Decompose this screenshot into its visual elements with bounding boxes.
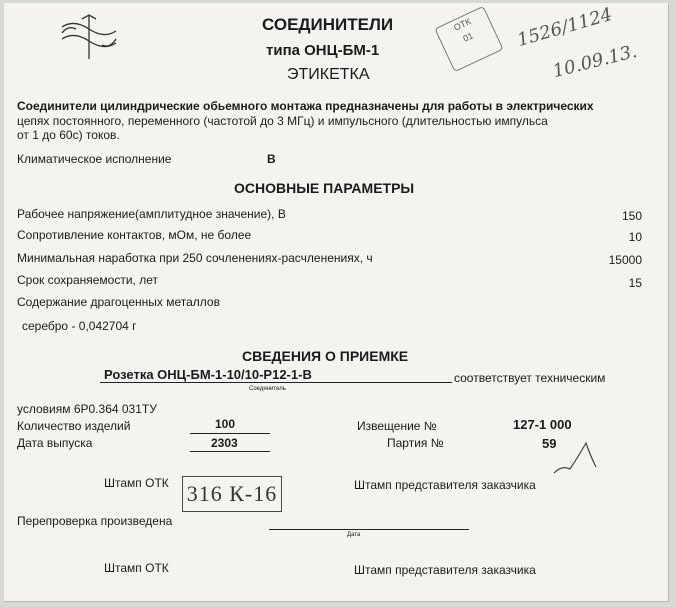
intro-line2: цепях постоянного, переменного (частотой до 3 МГц) и импульсного (длительностью импульса xyxy=(17,114,548,128)
customer-stamp-label: Штамп представителя заказчика xyxy=(354,478,536,492)
title-line1: СОЕДИНИТЕЛИ xyxy=(262,15,394,34)
conditions-text: условиям 6Р0.364 031ТУ xyxy=(17,402,157,416)
param-label: Рабочее напряжение(амплитудное значение), В xyxy=(17,207,286,221)
date-label: Дата выпуска xyxy=(17,436,93,450)
conforms-text: соответствует техническим xyxy=(454,371,606,385)
signature-mark-icon xyxy=(552,439,602,479)
param-value: 10 xyxy=(628,230,642,244)
label-sheet xyxy=(4,3,669,602)
notice-value: 127-1 000 xyxy=(513,417,572,432)
small-stamp-line2: 01 xyxy=(461,30,475,44)
otk-stamp: 316 К-16 xyxy=(182,476,282,512)
qty-value: 100 xyxy=(215,417,236,431)
param-label: Срок сохраняемости, лет xyxy=(17,273,158,287)
silver-content: серебро - 0,042704 г xyxy=(22,319,137,333)
date-value: 2303 xyxy=(211,436,238,450)
qty-label: Количество изделий xyxy=(17,419,131,433)
intro-line1: Соединители цилиндрические обьемного монтажа предназначены для работы в электрических xyxy=(17,99,594,113)
handwritten-date: 10.09.13. xyxy=(550,40,640,83)
qty-underline xyxy=(190,433,270,434)
otk-stamp-label: Штамп ОТК xyxy=(104,476,169,490)
customer-stamp-label-2: Штамп представителя заказчика xyxy=(354,563,536,577)
climate-label: Климатическое исполнение xyxy=(17,152,172,166)
batch-value: 59 xyxy=(542,436,557,451)
intro-line3: от 1 до 60с) токов. xyxy=(17,128,120,142)
product-underline xyxy=(100,382,452,383)
date-underline xyxy=(190,451,270,452)
small-stamp-line1: ОТК xyxy=(452,16,473,33)
param-value: 15000 xyxy=(608,253,642,267)
title-line2: типа ОНЦ-БМ-1 xyxy=(266,42,380,59)
acceptance-heading: СВЕДЕНИЯ О ПРИЕМКЕ xyxy=(242,348,409,364)
otk-stamp-label-2: Штамп ОТК xyxy=(104,561,169,575)
metals-label: Содержание драгоценных металлов xyxy=(17,295,220,309)
connector-logo-icon xyxy=(54,13,124,61)
title-line3: ЭТИКЕТКА xyxy=(287,66,370,83)
climate-value: В xyxy=(267,152,276,166)
param-label: Сопротивление контактов, мОм, не более xyxy=(17,228,252,242)
params-heading: ОСНОВНЫЕ ПАРАМЕТРЫ xyxy=(234,180,415,196)
batch-label: Партия № xyxy=(387,436,444,450)
recheck-underline xyxy=(269,529,469,530)
product-caption: Соединитель xyxy=(249,386,286,392)
handwritten-number: 1526/1124 xyxy=(514,3,615,52)
product-designation: Розетка ОНЦ-БМ-1-10/10-Р12-1-В xyxy=(104,367,312,382)
date-caption: Дата xyxy=(347,532,361,538)
param-value: 15 xyxy=(628,276,642,290)
otk-small-stamp xyxy=(434,6,503,72)
param-label: Минимальная наработка при 250 сочленениях-расчленениях, ч xyxy=(17,251,373,265)
param-value: 150 xyxy=(621,209,642,223)
notice-label: Извещение № xyxy=(357,419,437,433)
recheck-label: Перепроверка произведена xyxy=(17,514,173,528)
